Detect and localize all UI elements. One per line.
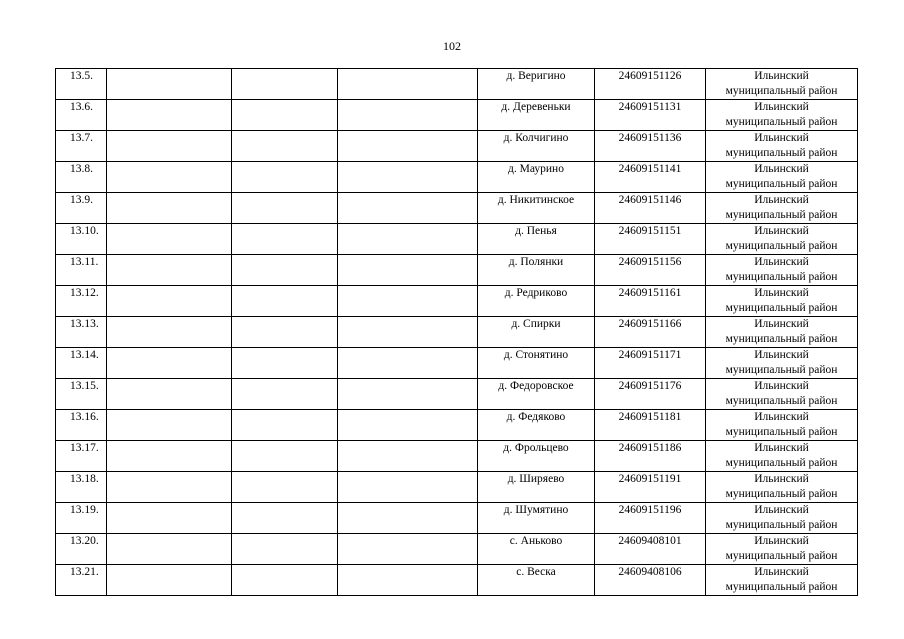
empty-cell-3 — [338, 162, 478, 193]
district-name-line1: Ильинский — [754, 411, 809, 423]
district-cell — [706, 100, 858, 131]
district-cell — [706, 348, 858, 379]
table-row — [56, 503, 858, 534]
empty-cell-2 — [232, 193, 338, 224]
empty-cell-2 — [232, 410, 338, 441]
district-name-line2: муниципальный район — [725, 85, 838, 97]
oktmo-code-cell: 24609151131 — [595, 100, 706, 131]
oktmo-code-cell: 24609151191 — [595, 472, 706, 503]
row-number-cell: 13.9. — [56, 193, 107, 224]
district-name-line2: муниципальный район — [725, 519, 838, 531]
empty-cell-2 — [232, 503, 338, 534]
district-cell — [706, 193, 858, 224]
empty-cell-1 — [107, 472, 232, 503]
oktmo-code-cell: 24609151161 — [595, 286, 706, 317]
row-number-cell: 13.6. — [56, 100, 107, 131]
district-cell — [706, 162, 858, 193]
empty-cell-1 — [107, 162, 232, 193]
settlement-cell: д. Редриково — [478, 286, 595, 317]
table-row — [56, 193, 858, 224]
table-row — [56, 69, 858, 100]
district-name-line2: муниципальный район — [725, 488, 838, 500]
district-name-line1: Ильинский — [754, 318, 809, 330]
empty-cell-1 — [107, 410, 232, 441]
table-row — [56, 379, 858, 410]
settlement-cell: д. Маурино — [478, 162, 595, 193]
district-cell — [706, 379, 858, 410]
settlement-cell: д. Шумятино — [478, 503, 595, 534]
oktmo-code-cell: 24609151186 — [595, 441, 706, 472]
empty-cell-2 — [232, 255, 338, 286]
district-name-line2: муниципальный район — [725, 271, 838, 283]
empty-cell-3 — [338, 131, 478, 162]
district-name-line1: Ильинский — [754, 473, 809, 485]
settlement-cell: д. Фрольцево — [478, 441, 595, 472]
district-name-line1: Ильинский — [754, 225, 809, 237]
row-number-cell: 13.7. — [56, 131, 107, 162]
district-cell — [706, 410, 858, 441]
district-name-line2: муниципальный район — [725, 426, 838, 438]
row-number-cell: 13.14. — [56, 348, 107, 379]
district-cell — [706, 565, 858, 596]
empty-cell-3 — [338, 472, 478, 503]
oktmo-code-cell: 24609151151 — [595, 224, 706, 255]
row-number-cell: 13.16. — [56, 410, 107, 441]
district-name-line2: муниципальный район — [725, 550, 838, 562]
empty-cell-1 — [107, 379, 232, 410]
registry-table — [55, 68, 858, 596]
settlement-cell: д. Колчигино — [478, 131, 595, 162]
empty-cell-1 — [107, 534, 232, 565]
empty-cell-2 — [232, 472, 338, 503]
table-row — [56, 472, 858, 503]
oktmo-code-cell: 24609151141 — [595, 162, 706, 193]
empty-cell-1 — [107, 286, 232, 317]
table-row — [56, 441, 858, 472]
oktmo-code-cell: 24609151171 — [595, 348, 706, 379]
oktmo-code-cell: 24609408101 — [595, 534, 706, 565]
empty-cell-1 — [107, 255, 232, 286]
settlement-cell: д. Спирки — [478, 317, 595, 348]
district-cell — [706, 441, 858, 472]
district-cell — [706, 131, 858, 162]
district-name-line1: Ильинский — [754, 380, 809, 392]
row-number-cell: 13.20. — [56, 534, 107, 565]
settlement-cell: д. Пенья — [478, 224, 595, 255]
district-name-line2: муниципальный район — [725, 209, 838, 221]
empty-cell-2 — [232, 162, 338, 193]
district-cell — [706, 69, 858, 100]
row-number-cell: 13.15. — [56, 379, 107, 410]
oktmo-code-cell: 24609151166 — [595, 317, 706, 348]
settlement-cell: д. Полянки — [478, 255, 595, 286]
settlement-cell: с. Аньково — [478, 534, 595, 565]
empty-cell-3 — [338, 100, 478, 131]
settlement-cell: д. Веригино — [478, 69, 595, 100]
empty-cell-2 — [232, 317, 338, 348]
settlement-cell: д. Стонятино — [478, 348, 595, 379]
district-name-line2: муниципальный район — [725, 581, 838, 593]
oktmo-code-cell: 24609151181 — [595, 410, 706, 441]
empty-cell-2 — [232, 286, 338, 317]
empty-cell-2 — [232, 441, 338, 472]
settlement-cell: д. Никитинское — [478, 193, 595, 224]
empty-cell-1 — [107, 224, 232, 255]
oktmo-code-cell: 24609151156 — [595, 255, 706, 286]
settlement-cell: д. Федоровское — [478, 379, 595, 410]
empty-cell-2 — [232, 100, 338, 131]
row-number-cell: 13.19. — [56, 503, 107, 534]
district-name-line1: Ильинский — [754, 349, 809, 361]
empty-cell-3 — [338, 255, 478, 286]
empty-cell-1 — [107, 100, 232, 131]
empty-cell-1 — [107, 193, 232, 224]
empty-cell-3 — [338, 286, 478, 317]
table-row — [56, 224, 858, 255]
empty-cell-3 — [338, 503, 478, 534]
settlement-cell: д. Федяково — [478, 410, 595, 441]
empty-cell-1 — [107, 131, 232, 162]
district-name-line2: муниципальный район — [725, 333, 838, 345]
oktmo-code-cell: 24609151146 — [595, 193, 706, 224]
empty-cell-2 — [232, 534, 338, 565]
oktmo-code-cell: 24609151136 — [595, 131, 706, 162]
district-name-line1: Ильинский — [754, 194, 809, 206]
empty-cell-1 — [107, 348, 232, 379]
empty-cell-1 — [107, 503, 232, 534]
empty-cell-2 — [232, 348, 338, 379]
district-cell — [706, 503, 858, 534]
table-row — [56, 317, 858, 348]
oktmo-code-cell: 24609151196 — [595, 503, 706, 534]
district-cell — [706, 534, 858, 565]
district-name-line2: муниципальный район — [725, 147, 838, 159]
row-number-cell: 13.10. — [56, 224, 107, 255]
district-name-line1: Ильинский — [754, 442, 809, 454]
district-name-line2: муниципальный район — [725, 240, 838, 252]
empty-cell-1 — [107, 317, 232, 348]
district-name-line2: муниципальный район — [725, 395, 838, 407]
district-name-line2: муниципальный район — [725, 302, 838, 314]
district-name-line1: Ильинский — [754, 132, 809, 144]
table-row — [56, 286, 858, 317]
district-name-line1: Ильинский — [754, 70, 809, 82]
district-name-line1: Ильинский — [754, 566, 809, 578]
oktmo-code-cell: 24609151126 — [595, 69, 706, 100]
empty-cell-1 — [107, 565, 232, 596]
district-name-line2: муниципальный район — [725, 364, 838, 376]
row-number-cell: 13.11. — [56, 255, 107, 286]
table-row — [56, 162, 858, 193]
empty-cell-3 — [338, 565, 478, 596]
empty-cell-3 — [338, 348, 478, 379]
district-name-line1: Ильинский — [754, 256, 809, 268]
table-row — [56, 100, 858, 131]
district-cell — [706, 286, 858, 317]
district-cell — [706, 224, 858, 255]
empty-cell-3 — [338, 69, 478, 100]
table-row — [56, 255, 858, 286]
row-number-cell: 13.12. — [56, 286, 107, 317]
table-row — [56, 348, 858, 379]
empty-cell-3 — [338, 379, 478, 410]
district-cell — [706, 317, 858, 348]
district-name-line2: муниципальный район — [725, 178, 838, 190]
district-cell — [706, 472, 858, 503]
empty-cell-3 — [338, 410, 478, 441]
district-name-line1: Ильинский — [754, 101, 809, 113]
district-name-line1: Ильинский — [754, 504, 809, 516]
empty-cell-3 — [338, 224, 478, 255]
table-row — [56, 534, 858, 565]
district-cell — [706, 255, 858, 286]
table-row — [56, 131, 858, 162]
district-name-line1: Ильинский — [754, 163, 809, 175]
empty-cell-3 — [338, 534, 478, 565]
empty-cell-3 — [338, 441, 478, 472]
settlement-cell: д. Ширяево — [478, 472, 595, 503]
district-name-line2: муниципальный район — [725, 457, 838, 469]
empty-cell-3 — [338, 193, 478, 224]
empty-cell-2 — [232, 224, 338, 255]
row-number-cell: 13.5. — [56, 69, 107, 100]
district-name-line2: муниципальный район — [725, 116, 838, 128]
empty-cell-1 — [107, 441, 232, 472]
empty-cell-2 — [232, 131, 338, 162]
settlement-cell: с. Веска — [478, 565, 595, 596]
empty-cell-2 — [232, 565, 338, 596]
table-row — [56, 410, 858, 441]
row-number-cell: 13.21. — [56, 565, 107, 596]
empty-cell-1 — [107, 69, 232, 100]
table-row — [56, 565, 858, 596]
empty-cell-2 — [232, 69, 338, 100]
empty-cell-3 — [338, 317, 478, 348]
oktmo-code-cell: 24609408106 — [595, 565, 706, 596]
row-number-cell: 13.13. — [56, 317, 107, 348]
row-number-cell: 13.17. — [56, 441, 107, 472]
row-number-cell: 13.18. — [56, 472, 107, 503]
page-number: 102 — [443, 39, 461, 53]
oktmo-code-cell: 24609151176 — [595, 379, 706, 410]
settlement-cell: д. Деревеньки — [478, 100, 595, 131]
row-number-cell: 13.8. — [56, 162, 107, 193]
empty-cell-2 — [232, 379, 338, 410]
district-name-line1: Ильинский — [754, 287, 809, 299]
district-name-line1: Ильинский — [754, 535, 809, 547]
